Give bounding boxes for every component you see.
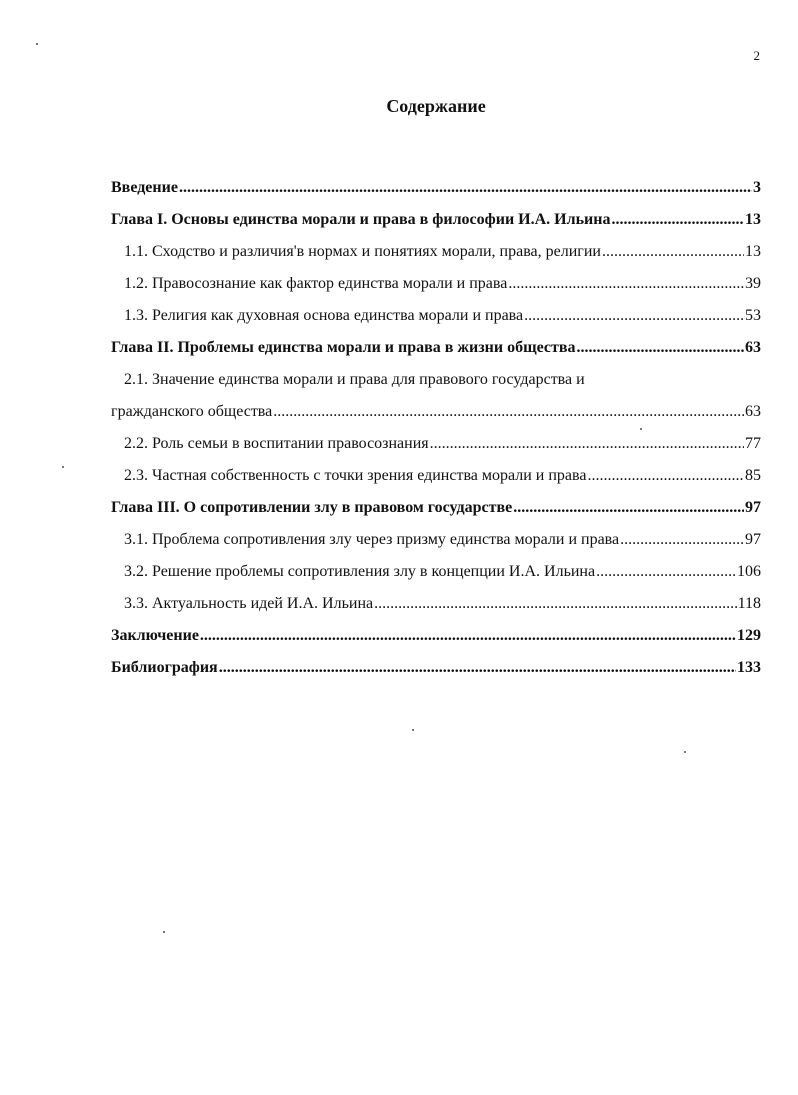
dot-leader: [587, 460, 744, 492]
dot-leader: [219, 652, 736, 684]
toc-entry-label: Глава II. Проблемы единства морали и права в жизни общества: [111, 339, 576, 356]
toc-entry-page: 129: [737, 627, 761, 644]
scan-speck: [640, 428, 642, 430]
toc-entry-label: 3.2. Решение проблемы сопротивления злу в концепции И.А. Ильина: [124, 563, 596, 580]
dot-leader: [430, 428, 744, 460]
page-number: 2: [753, 48, 760, 63]
toc-entry-label: 2.3. Частная собственность с точки зрения единства морали и права: [124, 467, 587, 484]
scan-speck: [36, 43, 38, 45]
toc-entry-section-3-1[interactable]: [111, 524, 761, 556]
toc-entry-chapter-1[interactable]: [111, 204, 761, 236]
toc-entry-section-2-3[interactable]: [111, 460, 761, 492]
toc-entry-label: 1.1. Сходство и различия'в нормах и понятиях морали, права, религии: [124, 243, 601, 260]
toc-entry-label: 1.2. Правосознание как фактор единства морали и права: [124, 275, 508, 292]
toc-entry-page: 77: [745, 435, 761, 452]
dot-leader: [374, 588, 736, 620]
toc-entry-page: 85: [745, 467, 761, 484]
toc-entry-label-line2: гражданского общества: [111, 403, 273, 420]
toc-entry-page: 63: [745, 339, 761, 356]
dot-leader: [602, 236, 744, 268]
dot-leader: [508, 268, 744, 300]
toc-entry-label: 2.2. Роль семьи в воспитании правосознания: [124, 435, 429, 452]
toc-entry-section-3-2[interactable]: [111, 556, 761, 588]
toc-entry-page: 118: [737, 595, 761, 612]
toc-entry-section-1-2[interactable]: [111, 268, 761, 300]
dot-leader: [596, 556, 736, 588]
scan-speck: [412, 729, 414, 731]
toc-entry-page: 133: [737, 659, 761, 676]
toc-entry-label: Введение: [111, 179, 178, 196]
toc-entry-page: 63: [745, 403, 761, 420]
toc-entry-chapter-3[interactable]: [111, 492, 761, 524]
toc-entry-label: Заключение: [111, 627, 199, 644]
toc-entry-introduction[interactable]: [111, 172, 761, 204]
toc-entry-label: 3.3. Актуальность идей И.А. Ильина: [124, 595, 374, 612]
dot-leader: [577, 332, 744, 364]
toc-entry-label-line1: 2.1. Значение единства морали и права для правового государства и: [124, 371, 585, 388]
toc-entry-page: 3: [753, 179, 761, 196]
toc-entry-label: Глава I. Основы единства морали и права в философии И.А. Ильина: [111, 211, 611, 228]
dot-leader: [179, 172, 752, 204]
toc-entry-bibliography[interactable]: [111, 652, 761, 684]
dot-leader: [611, 204, 744, 236]
toc-entry-page: 13: [745, 243, 761, 260]
toc-entry-section-1-3[interactable]: [111, 300, 761, 332]
scan-speck: [163, 931, 165, 933]
toc-entry-conclusion[interactable]: [111, 620, 761, 652]
scan-speck: [684, 751, 686, 753]
toc-entry-page: 13: [745, 211, 761, 228]
toc-entry-label: 1.3. Религия как духовная основа единства морали и права: [124, 307, 524, 324]
dot-leader: [273, 396, 744, 428]
dot-leader: [513, 492, 744, 524]
toc-entry-page: 39: [745, 275, 761, 292]
toc-entry-section-3-3[interactable]: [111, 588, 761, 620]
toc-entry-section-2-1[interactable]: [111, 364, 761, 428]
dot-leader: [620, 524, 744, 556]
toc-entry-page: 97: [745, 531, 761, 548]
dot-leader: [200, 620, 736, 652]
toc-entry-page: 53: [745, 307, 761, 324]
toc-entry-section-2-2[interactable]: [111, 428, 761, 460]
page-title: Содержание: [386, 96, 486, 116]
toc-entry-label: Библиография: [111, 659, 218, 676]
toc-entry-label: Глава III. О сопротивлении злу в правовом государстве: [111, 499, 513, 516]
toc-entry-section-1-1[interactable]: [111, 236, 761, 268]
toc-entry-page: 97: [745, 499, 761, 516]
scan-speck: [62, 466, 64, 468]
toc-entry-label: 3.1. Проблема сопротивления злу через призму единства морали и права: [124, 531, 620, 548]
dot-leader: [524, 300, 744, 332]
toc-entry-chapter-2[interactable]: [111, 332, 761, 364]
table-of-contents: [111, 172, 761, 684]
toc-entry-page: 106: [737, 563, 761, 580]
